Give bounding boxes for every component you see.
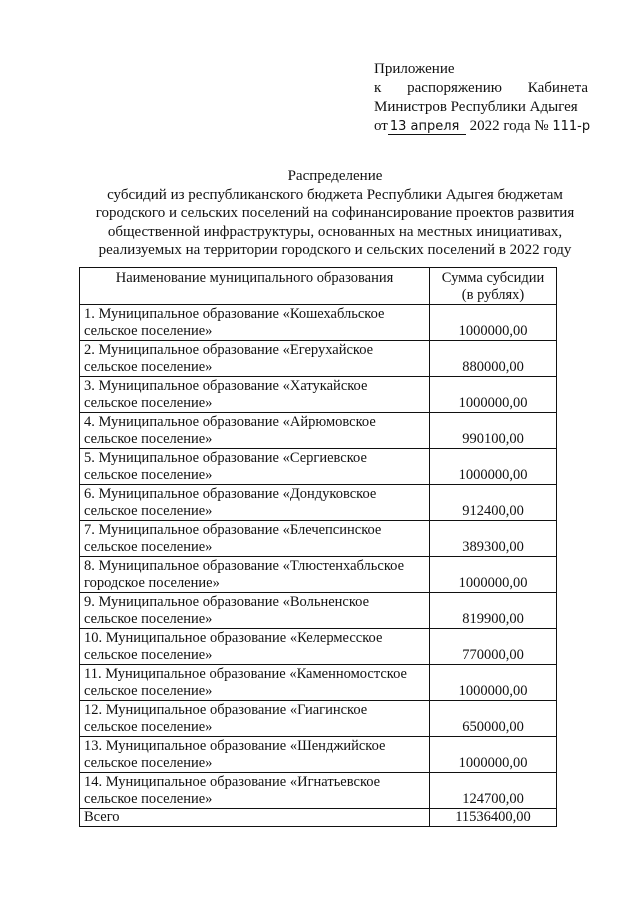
municipality-name-line: 11. Муниципальное образование «Каменномостское (84, 666, 407, 682)
municipality-name-line: 14. Муниципальное образование «Игнатьевское (84, 774, 381, 790)
table-row (80, 449, 557, 485)
heading-line: городского и сельских поселений на софинансирование проектов развития (95, 205, 575, 222)
subsidy-amount: 990100,00 (430, 413, 557, 449)
municipality-name (80, 377, 430, 413)
subsidy-amount: 1000000,00 (430, 449, 557, 485)
table-row (80, 305, 557, 341)
header-name (80, 268, 430, 305)
municipality-name (80, 593, 430, 629)
municipality-type-line: сельское поселение» (84, 323, 213, 339)
municipality-type-line: сельское поселение» (84, 719, 213, 735)
header-amount-line: Сумма субсидии (441, 270, 545, 286)
header-amount-line: (в рублях) (461, 287, 525, 303)
municipality-name-line: 6. Муниципальное образование «Дондуковское (84, 486, 377, 502)
subsidy-amount: 880000,00 (430, 341, 557, 377)
appendix-block (374, 60, 591, 136)
municipality-type-line: сельское поселение» (84, 431, 213, 447)
appendix-word: к (374, 80, 382, 96)
table-row (80, 521, 557, 557)
heading-line: общественной инфраструктуры, основанных на местных инициативах, (107, 223, 563, 240)
table-row (80, 629, 557, 665)
municipality-type-line: городское поселение» (84, 575, 220, 591)
municipality-name-line: 7. Муниципальное образование «Блечепсинское (84, 522, 382, 538)
subsidy-amount: 1000000,00 (430, 665, 557, 701)
municipality-type-line: сельское поселение» (84, 359, 213, 375)
subsidy-amount: 1000000,00 (430, 377, 557, 413)
municipality-name-line: 12. Муниципальное образование «Гиагинское (84, 702, 368, 718)
subsidy-amount: 124700,00 (430, 773, 557, 809)
heading-line: субсидий из республиканского бюджета Республики Адыгея бюджетам (107, 186, 563, 203)
municipality-name-line: 13. Муниципальное образование «Шенджийское (84, 738, 386, 754)
municipality-name (80, 449, 430, 485)
subsidy-amount: 819900,00 (430, 593, 557, 629)
appendix-word: Кабинета (527, 80, 588, 96)
table-row (80, 413, 557, 449)
municipality-name-line: 5. Муниципальное образование «Сергиевское (84, 450, 367, 466)
document-heading (70, 167, 600, 260)
table-row (80, 377, 557, 413)
municipality-type-line: сельское поселение» (84, 611, 213, 627)
appendix-reference (374, 79, 588, 98)
subsidies-table (79, 267, 557, 827)
subsidy-amount: 650000,00 (430, 701, 557, 737)
municipality-type-line: сельское поселение» (84, 755, 213, 771)
municipality-name (80, 773, 430, 809)
municipality-name (80, 341, 430, 377)
table-row (80, 485, 557, 521)
header-amount (430, 268, 557, 305)
table-row (80, 773, 557, 809)
total-row (80, 809, 557, 827)
heading-title: Распределение (287, 168, 383, 184)
municipality-name-line: 4. Муниципальное образование «Айрюмовское (84, 414, 376, 430)
heading-line: реализуемых на территории городского и сельских поселений в 2022 году (98, 242, 572, 259)
subsidy-amount: 389300,00 (430, 521, 557, 557)
table-row (80, 701, 557, 737)
table-row (80, 593, 557, 629)
handwritten-date: 13 апреля (388, 119, 466, 135)
subsidy-amount: 1000000,00 (430, 557, 557, 593)
header-name-text: Наименование муниципального образования (115, 270, 394, 286)
municipality-name-line: 8. Муниципальное образование «Тлюстенхабльское (84, 558, 405, 574)
subsidy-amount: 912400,00 (430, 485, 557, 521)
appendix-title: Приложение (374, 61, 455, 77)
municipality-name-line: 3. Муниципальное образование «Хатукайское (84, 378, 368, 394)
municipality-name (80, 521, 430, 557)
municipality-type-line: сельское поселение» (84, 539, 213, 555)
municipality-type-line: сельское поселение» (84, 503, 213, 519)
subsidy-amount: 770000,00 (430, 629, 557, 665)
municipality-name-line: 1. Муниципальное образование «Кошехабльское (84, 306, 385, 322)
subsidy-amount: 1000000,00 (430, 305, 557, 341)
municipality-type-line: сельское поселение» (84, 683, 213, 699)
total-label: Всего (80, 809, 430, 827)
municipality-name (80, 413, 430, 449)
municipality-name-line: 9. Муниципальное образование «Вольненское (84, 594, 370, 610)
table-row (80, 557, 557, 593)
year-text: 2022 года № (469, 118, 549, 134)
municipality-name (80, 629, 430, 665)
municipality-name (80, 737, 430, 773)
total-amount: 11536400,00 (430, 809, 557, 827)
table-row (80, 737, 557, 773)
appendix-date-line (374, 117, 591, 136)
municipality-type-line: сельское поселение» (84, 467, 213, 483)
municipality-type-line: сельское поселение» (84, 791, 213, 807)
appendix-authority: Министров Республики Адыгея (374, 99, 578, 115)
municipality-name (80, 485, 430, 521)
date-prefix: от (374, 118, 388, 134)
municipality-name (80, 557, 430, 593)
municipality-name-line: 2. Муниципальное образование «Егерухайское (84, 342, 374, 358)
subsidy-amount: 1000000,00 (430, 737, 557, 773)
municipality-type-line: сельское поселение» (84, 647, 213, 663)
municipality-name (80, 701, 430, 737)
municipality-name (80, 665, 430, 701)
table-row (80, 341, 557, 377)
municipality-type-line: сельское поселение» (84, 395, 213, 411)
municipality-name (80, 305, 430, 341)
handwritten-number: 111-р (552, 119, 591, 134)
table-row (80, 665, 557, 701)
appendix-word: распоряжению (407, 80, 502, 96)
municipality-name-line: 10. Муниципальное образование «Келермесское (84, 630, 383, 646)
table-header-row (80, 268, 557, 305)
